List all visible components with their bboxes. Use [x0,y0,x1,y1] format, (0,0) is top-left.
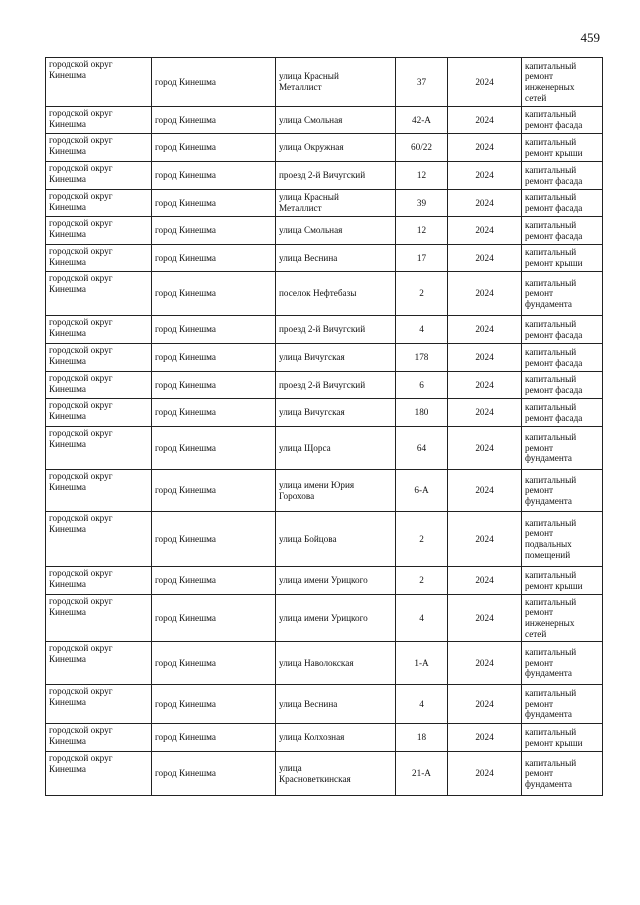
year-cell [448,190,522,217]
house-number-cell-text: 180 [414,407,429,418]
settlement-cell-text: город Кинешма [155,197,216,208]
table-row [46,567,603,595]
work-type-cell-text: капитальный ремонт фасада [525,401,583,423]
settlement-cell-text: город Кинешма [155,575,216,586]
year-cell-text: 2024 [475,170,494,181]
street-cell-text: улица Смольная [279,225,343,236]
district-cell-text: городской округ Кинешма [49,273,113,294]
district-cell-text: городской округ Кинешма [49,317,113,338]
street-cell [276,427,396,470]
settlement-cell [152,272,276,316]
street-cell-text: улица Наволокская [279,657,354,668]
table-row [46,642,603,685]
table-row [46,107,603,134]
district-cell [46,134,152,162]
house-number-cell [396,399,448,427]
work-type-cell [522,567,603,595]
work-type-cell-text: капитальный ремонт фундамента [525,647,577,679]
work-type-cell [522,217,603,245]
district-cell-text: городской округ Кинешма [49,191,113,212]
work-type-cell [522,595,603,642]
house-number-cell-text: 4 [419,324,424,335]
work-type-cell-text: капитальный ремонт фундамента [525,474,577,506]
street-cell [276,344,396,372]
district-cell-text: городской округ Кинешма [49,373,113,394]
settlement-cell-text: город Кинешма [155,252,216,263]
work-type-cell-text: капитальный ремонт фасада [525,374,583,395]
district-cell-text: городской округ Кинешма [49,246,113,267]
table-row [46,372,603,399]
house-number-cell [396,316,448,344]
year-cell [448,316,522,344]
house-number-cell [396,58,448,107]
year-cell-text: 2024 [475,288,494,299]
street-cell [276,245,396,272]
settlement-cell-text: город Кинешма [155,407,216,418]
house-number-cell-text: 42-А [412,114,431,125]
street-cell [276,107,396,134]
year-cell-text: 2024 [475,76,494,87]
table-row [46,217,603,245]
house-number-cell-text: 12 [416,225,427,236]
house-number-cell [396,512,448,567]
house-number-cell [396,217,448,245]
district-cell [46,399,152,427]
table-row [46,427,603,470]
work-type-cell [522,107,603,134]
settlement-cell [152,567,276,595]
house-number-cell-text: 37 [416,76,427,87]
table-row [46,58,603,107]
settlement-cell [152,372,276,399]
work-type-cell-text: капитальный ремонт подвальных помещений [525,517,577,560]
district-cell [46,58,152,107]
house-number-cell [396,245,448,272]
settlement-cell-text: город Кинешма [155,442,216,453]
house-number-cell-text: 39 [416,197,427,208]
street-cell [276,272,396,316]
house-number-cell-text: 178 [414,352,429,363]
street-cell [276,399,396,427]
district-cell [46,512,152,567]
street-cell-text: улица Веснина [279,698,338,709]
work-type-cell [522,512,603,567]
house-number-cell [396,752,448,796]
settlement-cell [152,134,276,162]
year-cell [448,685,522,724]
street-cell-text: улица Колхозная [279,732,345,743]
street-cell-text: проезд 2-й Вичугский [279,170,366,181]
street-cell [276,134,396,162]
year-cell [448,217,522,245]
work-type-cell-text: капитальный ремонт фасада [525,109,583,130]
street-cell-text: улица Окружная [279,142,344,153]
work-type-cell [522,642,603,685]
page-number: 459 [580,30,600,45]
table-row [46,190,603,217]
house-number-cell [396,595,448,642]
street-cell-text: улица Веснина [279,252,338,263]
district-cell-text: городской округ Кинешма [49,643,113,664]
year-cell [448,272,522,316]
district-cell [46,245,152,272]
work-type-cell [522,316,603,344]
settlement-cell-text: город Кинешма [155,170,216,181]
settlement-cell [152,724,276,752]
work-type-cell [522,372,603,399]
work-type-cell [522,470,603,512]
settlement-cell-text: город Кинешма [155,379,216,390]
year-cell-text: 2024 [475,114,494,125]
work-type-cell [522,752,603,796]
year-cell [448,162,522,190]
settlement-cell-text: город Кинешма [155,485,216,496]
district-cell [46,567,152,595]
year-cell-text: 2024 [475,379,494,390]
work-type-cell-text: капитальный ремонт фундамента [525,688,577,720]
street-cell-text: проезд 2-й Вичугский [279,379,366,390]
year-cell-text: 2024 [475,485,494,496]
work-type-cell-text: капитальный ремонт крыши [525,136,583,158]
settlement-cell-text: город Кинешма [155,732,216,743]
table-row [46,399,603,427]
work-type-cell-text: капитальный ремонт крыши [525,726,583,748]
street-cell [276,512,396,567]
street-cell [276,58,396,107]
street-cell-text: проезд 2-й Вичугский [279,324,366,335]
table-row [46,685,603,724]
table-row [46,470,603,512]
street-cell [276,190,396,217]
settlement-cell [152,752,276,796]
year-cell-text: 2024 [475,698,494,709]
year-cell [448,58,522,107]
district-cell [46,344,152,372]
settlement-cell-text: город Кинешма [155,533,216,544]
table-row [46,134,603,162]
table-body [46,58,603,796]
work-type-cell [522,245,603,272]
district-cell [46,427,152,470]
year-cell-text: 2024 [475,442,494,453]
street-cell-text: улица имени Урицкого [279,612,368,623]
district-cell-text: городской округ Кинешма [49,596,113,617]
settlement-cell [152,470,276,512]
district-cell [46,685,152,724]
district-cell-text: городской округ Кинешма [49,428,113,449]
year-cell [448,512,522,567]
district-cell-text: городской округ Кинешма [49,513,113,534]
house-number-cell [396,567,448,595]
district-cell [46,316,152,344]
house-number-cell-text: 6 [419,379,424,390]
settlement-cell-text: город Кинешма [155,612,216,623]
work-type-cell [522,58,603,107]
street-cell-text: улица имени Урицкого [279,575,368,586]
year-cell [448,134,522,162]
year-cell-text: 2024 [475,324,494,335]
settlement-cell-text: город Кинешма [155,657,216,668]
house-number-cell-text: 2 [419,533,424,544]
house-number-cell-text: 64 [416,442,427,453]
work-type-cell-text: капитальный ремонт фасада [525,192,583,213]
settlement-cell [152,399,276,427]
year-cell-text: 2024 [475,407,494,418]
year-cell [448,245,522,272]
year-cell-text: 2024 [475,657,494,668]
house-number-cell [396,427,448,470]
house-number-cell [396,685,448,724]
work-type-cell-text: капитальный ремонт фасада [525,346,583,368]
settlement-cell-text: город Кинешма [155,288,216,299]
house-number-cell-text: 17 [416,252,427,263]
settlement-cell [152,190,276,217]
settlement-cell [152,685,276,724]
street-cell [276,642,396,685]
work-type-cell [522,427,603,470]
house-number-cell-text: 4 [419,698,424,709]
street-cell [276,595,396,642]
street-cell [276,470,396,512]
district-cell-text: городской округ Кинешма [49,568,113,589]
street-cell [276,316,396,344]
work-type-cell-text: капитальный ремонт фасада [525,219,583,241]
district-cell-text: городской округ Кинешма [49,108,113,129]
settlement-cell [152,245,276,272]
district-cell-text: городской округ Кинешма [49,345,113,366]
year-cell [448,567,522,595]
work-type-cell-text: капитальный ремонт фасада [525,318,583,340]
year-cell-text: 2024 [475,197,494,208]
year-cell [448,470,522,512]
street-cell-text: улица Красный Металлист [279,192,339,213]
house-number-cell-text: 2 [419,288,424,299]
district-cell [46,272,152,316]
year-cell-text: 2024 [475,352,494,363]
table-row [46,512,603,567]
year-cell-text: 2024 [475,533,494,544]
house-number-cell-text: 18 [416,732,427,743]
street-cell [276,724,396,752]
district-cell [46,107,152,134]
district-cell [46,217,152,245]
district-cell-text: городской округ Кинешма [49,163,113,184]
table-row [46,316,603,344]
work-type-cell [522,685,603,724]
district-cell [46,372,152,399]
settlement-cell-text: город Кинешма [155,352,216,363]
district-cell [46,470,152,512]
year-cell [448,642,522,685]
work-type-cell [522,399,603,427]
work-type-cell-text: капитальный ремонт инженерных сетей [525,60,577,103]
house-number-cell [396,372,448,399]
street-cell [276,372,396,399]
settlement-cell [152,427,276,470]
house-number-cell-text: 6-А [414,485,429,496]
district-cell [46,595,152,642]
street-cell-text: поселок Нефтебазы [279,288,357,299]
street-cell-text: улица Красный Металлист [279,71,339,92]
year-cell [448,724,522,752]
table-row [46,162,603,190]
settlement-cell [152,316,276,344]
repair-schedule-table [45,57,603,796]
table-row [46,752,603,796]
house-number-cell [396,470,448,512]
settlement-cell-text: город Кинешма [155,142,216,153]
house-number-cell-text: 60/22 [411,142,432,153]
settlement-cell [152,58,276,107]
work-type-cell-text: капитальный ремонт фундамента [525,277,577,309]
house-number-cell [396,724,448,752]
district-cell [46,162,152,190]
table-row [46,272,603,316]
street-cell [276,162,396,190]
district-cell-text: городской округ Кинешма [49,400,113,421]
street-cell [276,217,396,245]
house-number-cell [396,134,448,162]
house-number-cell-text: 4 [419,612,424,623]
house-number-cell [396,162,448,190]
street-cell-text: улица Щорса [279,442,331,453]
settlement-cell [152,162,276,190]
district-cell [46,752,152,796]
district-cell-text: городской округ Кинешма [49,686,113,707]
street-cell-text: улица Вичугская [279,407,345,418]
district-cell-text: городской округ Кинешма [49,59,113,80]
district-cell-text: городской округ Кинешма [49,218,113,239]
work-type-cell-text: капитальный ремонт инженерных сетей [525,596,577,639]
work-type-cell-text: капитальный ремонт крыши [525,247,583,268]
settlement-cell [152,344,276,372]
year-cell-text: 2024 [475,612,494,623]
settlement-cell-text: город Кинешма [155,698,216,709]
year-cell-text: 2024 [475,252,494,263]
settlement-cell-text: город Кинешма [155,768,216,779]
settlement-cell [152,107,276,134]
street-cell [276,567,396,595]
year-cell [448,595,522,642]
street-cell-text: улица Смольная [279,114,343,125]
house-number-cell-text: 1-А [414,657,429,668]
settlement-cell [152,512,276,567]
year-cell [448,107,522,134]
settlement-cell [152,642,276,685]
work-type-cell [522,724,603,752]
table-row [46,595,603,642]
house-number-cell-text: 2 [419,575,424,586]
year-cell [448,427,522,470]
work-type-cell [522,272,603,316]
street-cell-text: улица Бойцова [279,533,337,544]
year-cell [448,372,522,399]
work-type-cell-text: капитальный ремонт крыши [525,569,583,591]
street-cell [276,752,396,796]
street-cell-text: улица Красноветкинская [279,762,351,784]
work-type-cell [522,134,603,162]
table-row [46,344,603,372]
house-number-cell [396,190,448,217]
district-cell [46,190,152,217]
work-type-cell [522,190,603,217]
table-row [46,724,603,752]
settlement-cell-text: город Кинешма [155,76,216,87]
settlement-cell-text: город Кинешма [155,225,216,236]
work-type-cell-text: капитальный ремонт фундамента [525,432,577,464]
year-cell [448,399,522,427]
house-number-cell [396,344,448,372]
street-cell-text: улица имени Юрия Горохова [279,479,355,501]
settlement-cell [152,217,276,245]
district-cell [46,724,152,752]
year-cell-text: 2024 [475,142,494,153]
street-cell-text: улица Вичугская [279,352,345,363]
street-cell [276,685,396,724]
house-number-cell [396,642,448,685]
district-cell-text: городской округ Кинешма [49,471,113,492]
year-cell [448,344,522,372]
house-number-cell-text: 12 [416,170,427,181]
district-cell-text: городской округ Кинешма [49,753,113,774]
year-cell [448,752,522,796]
district-cell-text: городской округ Кинешма [49,725,113,746]
work-type-cell [522,162,603,190]
house-number-cell [396,272,448,316]
district-cell-text: городской округ Кинешма [49,135,113,156]
year-cell-text: 2024 [475,732,494,743]
district-cell [46,642,152,685]
work-type-cell [522,344,603,372]
settlement-cell-text: город Кинешма [155,324,216,335]
table-row [46,245,603,272]
house-number-cell-text: 21-А [412,768,431,779]
settlement-cell [152,595,276,642]
year-cell-text: 2024 [475,225,494,236]
work-type-cell-text: капитальный ремонт фундамента [525,757,577,789]
year-cell-text: 2024 [475,575,494,586]
settlement-cell-text: город Кинешма [155,114,216,125]
house-number-cell [396,107,448,134]
year-cell-text: 2024 [475,768,494,779]
work-type-cell-text: капитальный ремонт фасада [525,164,583,186]
